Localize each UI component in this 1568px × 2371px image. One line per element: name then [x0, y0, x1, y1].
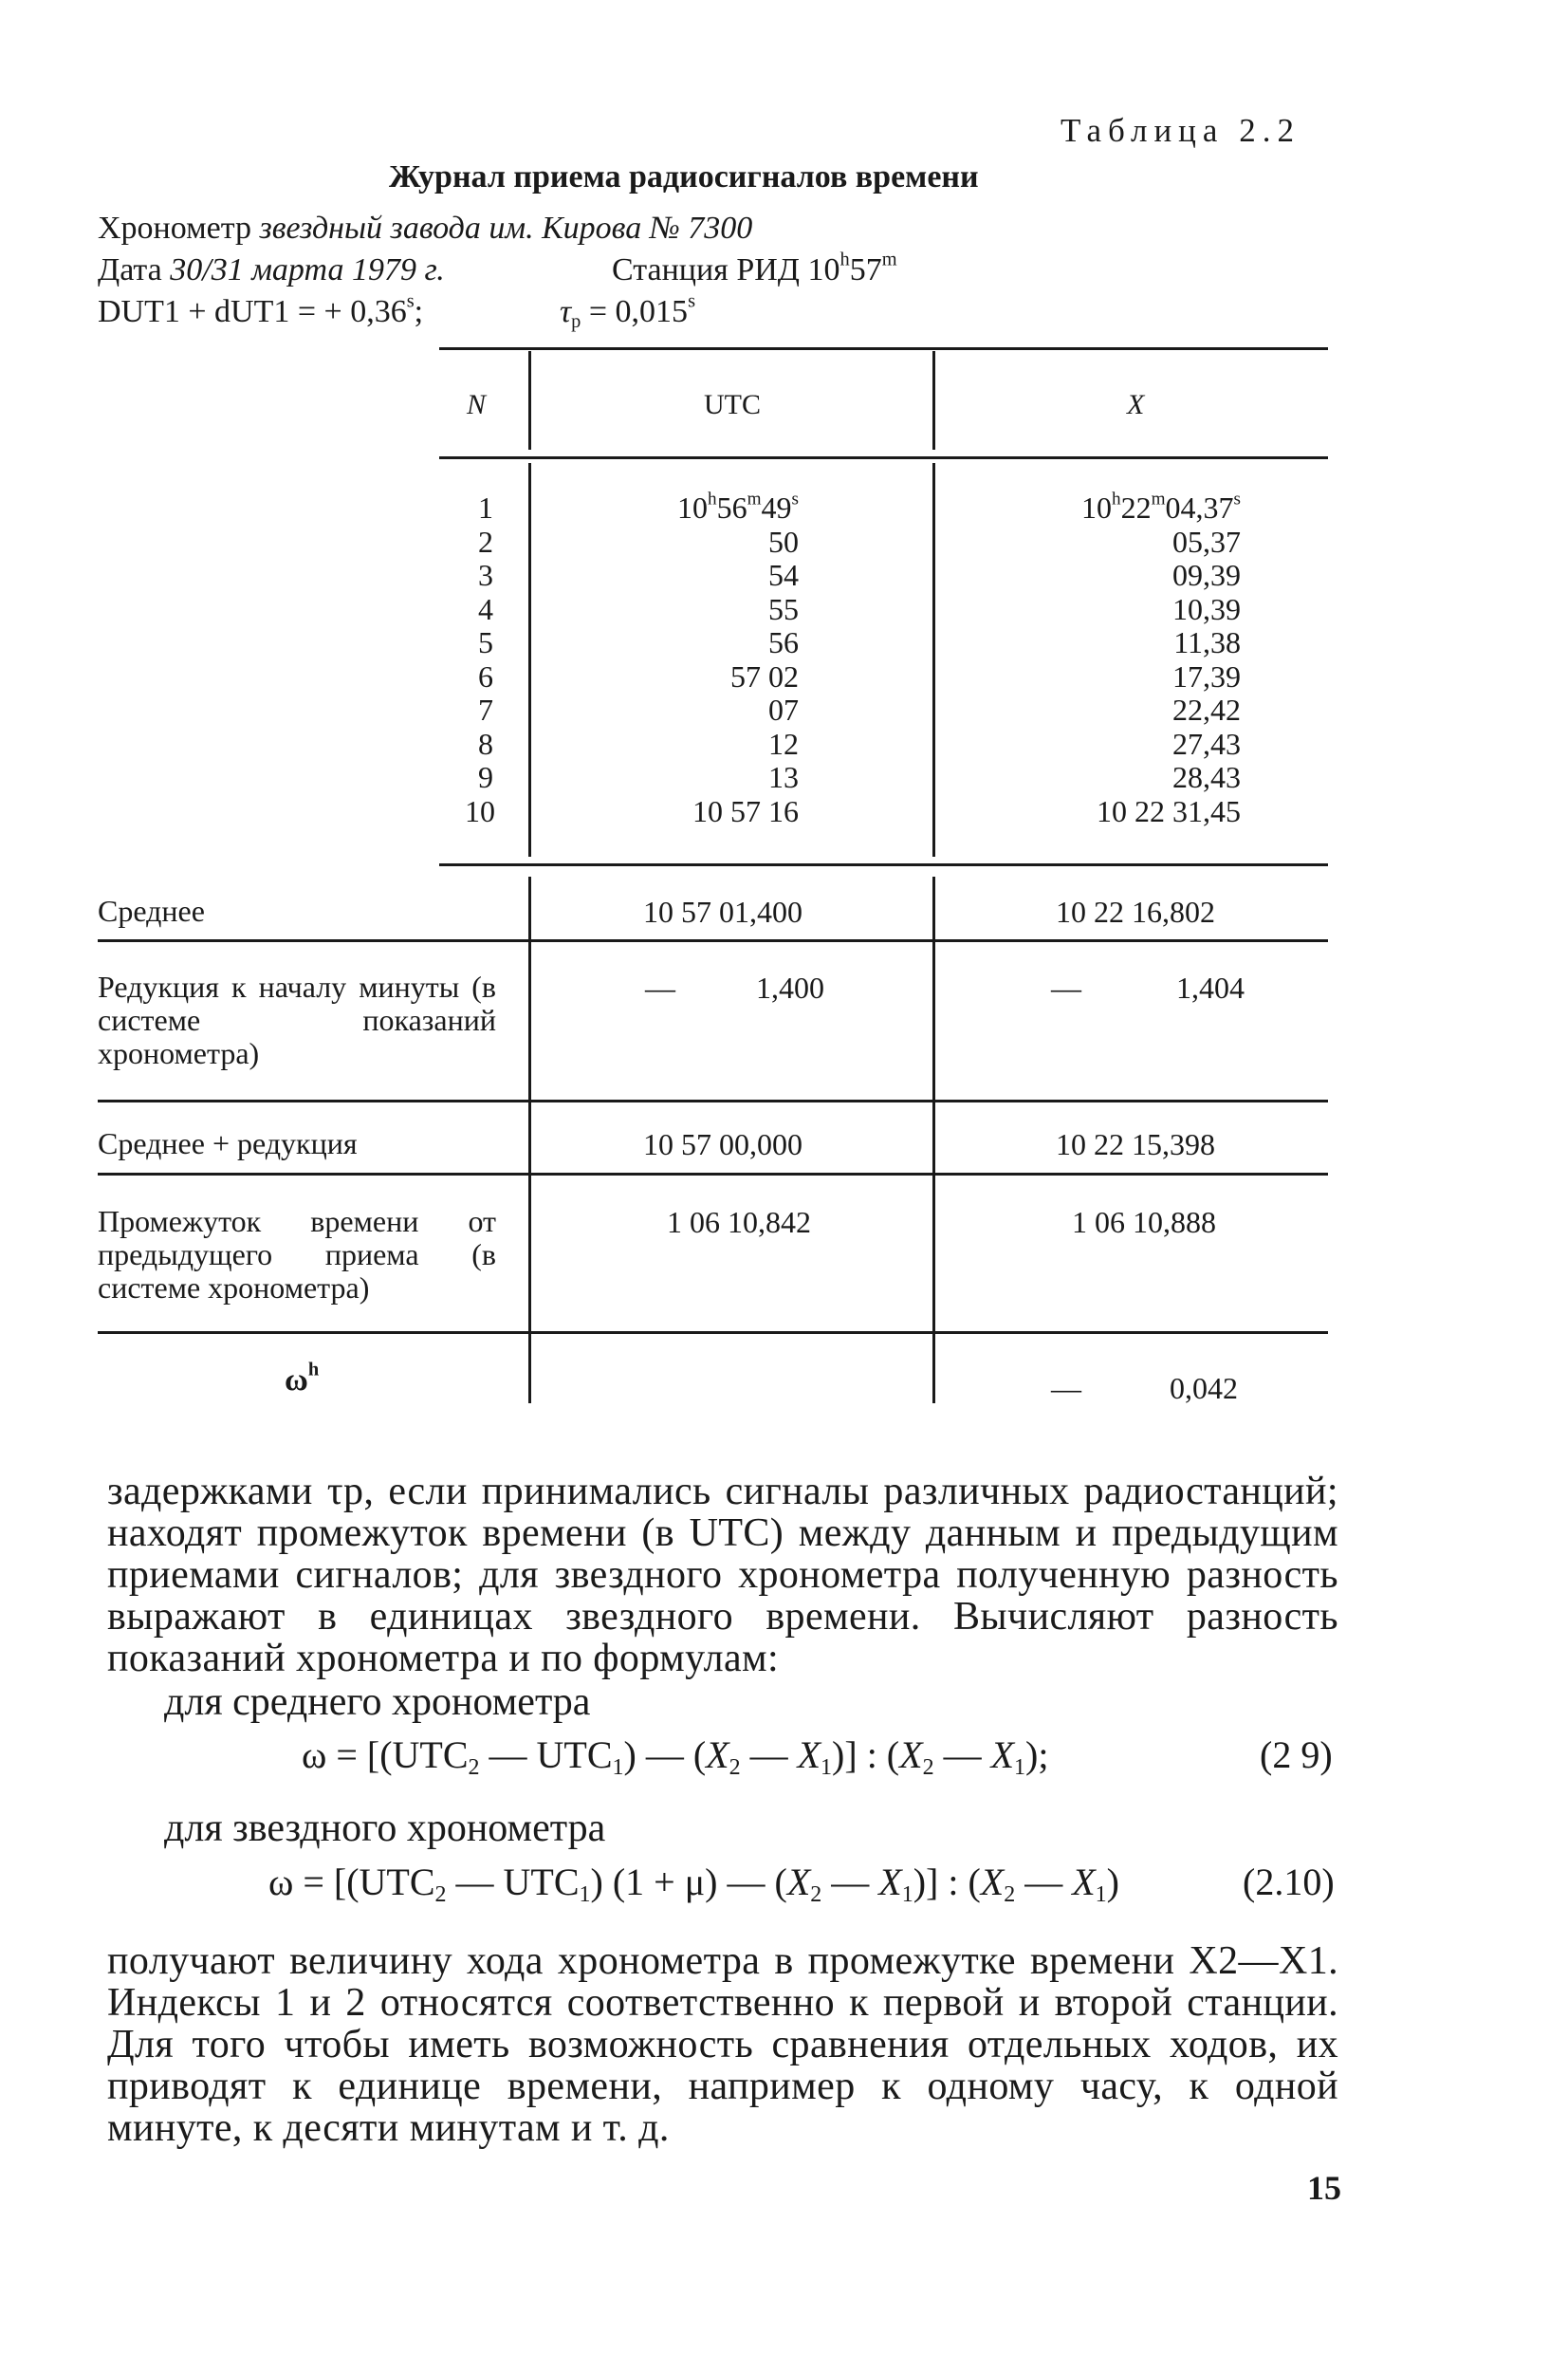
row-n: 2	[478, 524, 493, 559]
chronometer-label: Хронометр	[98, 211, 251, 246]
formula-2-10: $\omega = [(UTC_2$ — $UTC_1$) (1 + μ) — ($X_2$ — $X_1$)] : ($X_2$ — $X_1$)	[268, 1861, 1119, 1908]
row-utc: 13	[768, 760, 799, 794]
table-caption: Таблица 2.2	[1061, 112, 1301, 149]
tau-sub: p	[571, 311, 581, 333]
row-x: 10 22 31,45	[1097, 793, 1241, 828]
interval-label: Промежуток времени от предыдущего приема (в системе хронометра)	[98, 1204, 496, 1305]
reduction-label: Редукция к началу минуты (в системе показаний хронометра)	[98, 970, 496, 1070]
interval-x: 1 06 10,888	[1072, 1205, 1216, 1239]
row-utc: 56	[768, 625, 799, 659]
row-x: 05,37	[1172, 524, 1241, 559]
lead-mean-chronometer: для среднего хронометра	[164, 1680, 591, 1724]
row-n: 7	[478, 693, 493, 727]
interval-rule	[98, 1331, 1328, 1334]
n-column	[465, 491, 493, 828]
col-divider-2-body	[932, 463, 935, 857]
chronometer-line	[98, 211, 752, 247]
omega-x: 0,042	[1170, 1371, 1238, 1405]
dut-line: DUT1 + dUT1 = + $0,36^s$;	[98, 290, 424, 329]
reduction-utc-dash: —	[645, 971, 675, 1005]
mean-utc: 10 57 01,400	[643, 895, 802, 929]
row-x: 28,43	[1172, 760, 1241, 794]
row-utc: 10$^h$56$^m$49$^s$	[677, 489, 799, 525]
x-column	[987, 491, 1241, 828]
omega-dash: —	[1051, 1371, 1081, 1405]
mean-x: 10 22 16,802	[1056, 895, 1215, 929]
tau-sup: s	[688, 290, 695, 312]
station-m: 57	[849, 252, 882, 287]
row-n: 5	[478, 625, 493, 659]
table-top-rule	[439, 347, 1328, 350]
row-utc: 57 02	[730, 658, 799, 694]
utc-column	[588, 491, 799, 828]
row-x: 10,39	[1172, 591, 1241, 626]
omega-label: $\omega^h$	[285, 1359, 320, 1398]
mean-plus-label: Среднее + редукция	[98, 1126, 358, 1160]
tau-label: τ	[560, 294, 572, 329]
chronometer-value: звездный завода им. Кирова № 7300	[259, 211, 753, 246]
date-label: Дата	[98, 252, 162, 287]
page-number: 15	[1307, 2169, 1341, 2207]
dut-value: DUT1 + dUT1 = + 0,36	[98, 294, 407, 329]
reduction-utc: 1,400	[756, 971, 824, 1005]
row-n: 10	[465, 793, 495, 828]
col-divider-1-summary	[528, 877, 531, 1403]
reduction-rule	[98, 1100, 1328, 1102]
row-n: 9	[478, 760, 493, 794]
col-divider-1-body	[528, 463, 531, 857]
station-line: Станция РИД 10$^h$57$^m$	[612, 249, 897, 287]
header-x: X	[1127, 389, 1145, 420]
table-title: Журнал приема радиосигналов времени	[389, 159, 979, 194]
row-x: 27,43	[1172, 726, 1241, 761]
reduction-x-dash: —	[1051, 971, 1081, 1005]
date-value: 30/31 марта 1979 г.	[170, 252, 445, 287]
formula-2-9-number: (2 9)	[1260, 1733, 1333, 1776]
header-n: N	[467, 389, 487, 420]
row-n: 6	[478, 658, 493, 694]
paragraph-1: задержками τp, если принимались сигналы различных радиостанций; находят промежуток времени (в UTC) между данным и предыдущим приемами сигналов; для звездного хронометра полученную разность выражают в единицах звездного времени. Вычисляют разность показаний хронометра и по формулам:	[107, 1470, 1338, 1680]
row-x: 17,39	[1172, 658, 1241, 694]
station-h: 10	[807, 252, 840, 287]
col-divider-2-head	[932, 351, 935, 450]
row-x: 09,39	[1172, 558, 1241, 592]
mean-plus-x: 10 22 15,398	[1056, 1127, 1215, 1161]
row-utc: 12	[768, 726, 799, 761]
formula-2-10-number: (2.10)	[1243, 1861, 1335, 1903]
row-x: 22,42	[1172, 693, 1241, 727]
mean-rule	[98, 939, 1328, 942]
dut-sup: s	[406, 290, 415, 312]
row-utc: 50	[768, 524, 799, 559]
row-utc: 07	[768, 693, 799, 727]
mean-plus-utc: 10 57 00,000	[643, 1127, 802, 1161]
tau-line	[560, 290, 695, 333]
mean-plus-rule	[98, 1173, 1328, 1176]
reduction-x: 1,404	[1176, 971, 1245, 1005]
row-n: 3	[478, 558, 493, 592]
row-utc: 10 57 16	[692, 793, 799, 828]
formula-2-9: $\omega = [(UTC_2$ — $UTC_1$) — ($X_2$ — $X_1$)] : ($X_2$ — $X_1$);	[302, 1733, 1049, 1781]
row-x: 11,38	[1173, 625, 1241, 659]
row-utc: 54	[768, 558, 799, 592]
row-x: 10$^h$22$^m$04,37$^s$	[1081, 489, 1241, 525]
col-divider-2-summary	[932, 877, 935, 1403]
row-n: 8	[478, 726, 493, 761]
row-utc: 55	[768, 591, 799, 626]
header-utc: UTC	[704, 389, 761, 420]
date-label-line	[98, 252, 445, 288]
station-label: Станция РИД	[612, 252, 800, 287]
row-n: 4	[478, 591, 493, 626]
mean-label: Среднее	[98, 894, 205, 928]
table-header-rule	[439, 456, 1328, 459]
interval-utc: 1 06 10,842	[667, 1205, 811, 1239]
lead-sidereal-chronometer: для звездного хронометра	[164, 1806, 606, 1850]
col-divider-1-head	[528, 351, 531, 450]
table-body-rule	[439, 863, 1328, 866]
row-n: 1	[478, 491, 493, 525]
tau-value: = 0,015	[581, 294, 689, 329]
paragraph-2: получают величину хода хронометра в промежутке времени X2—X1. Индексы 1 и 2 относятся соответственно к первой и второй станции. Для того чтобы иметь возможность сравнения отдельных ходов, их приводят к единице времени, например к одному часу, к одной минуте, к десяти минутам и т. д.	[107, 1939, 1338, 2150]
